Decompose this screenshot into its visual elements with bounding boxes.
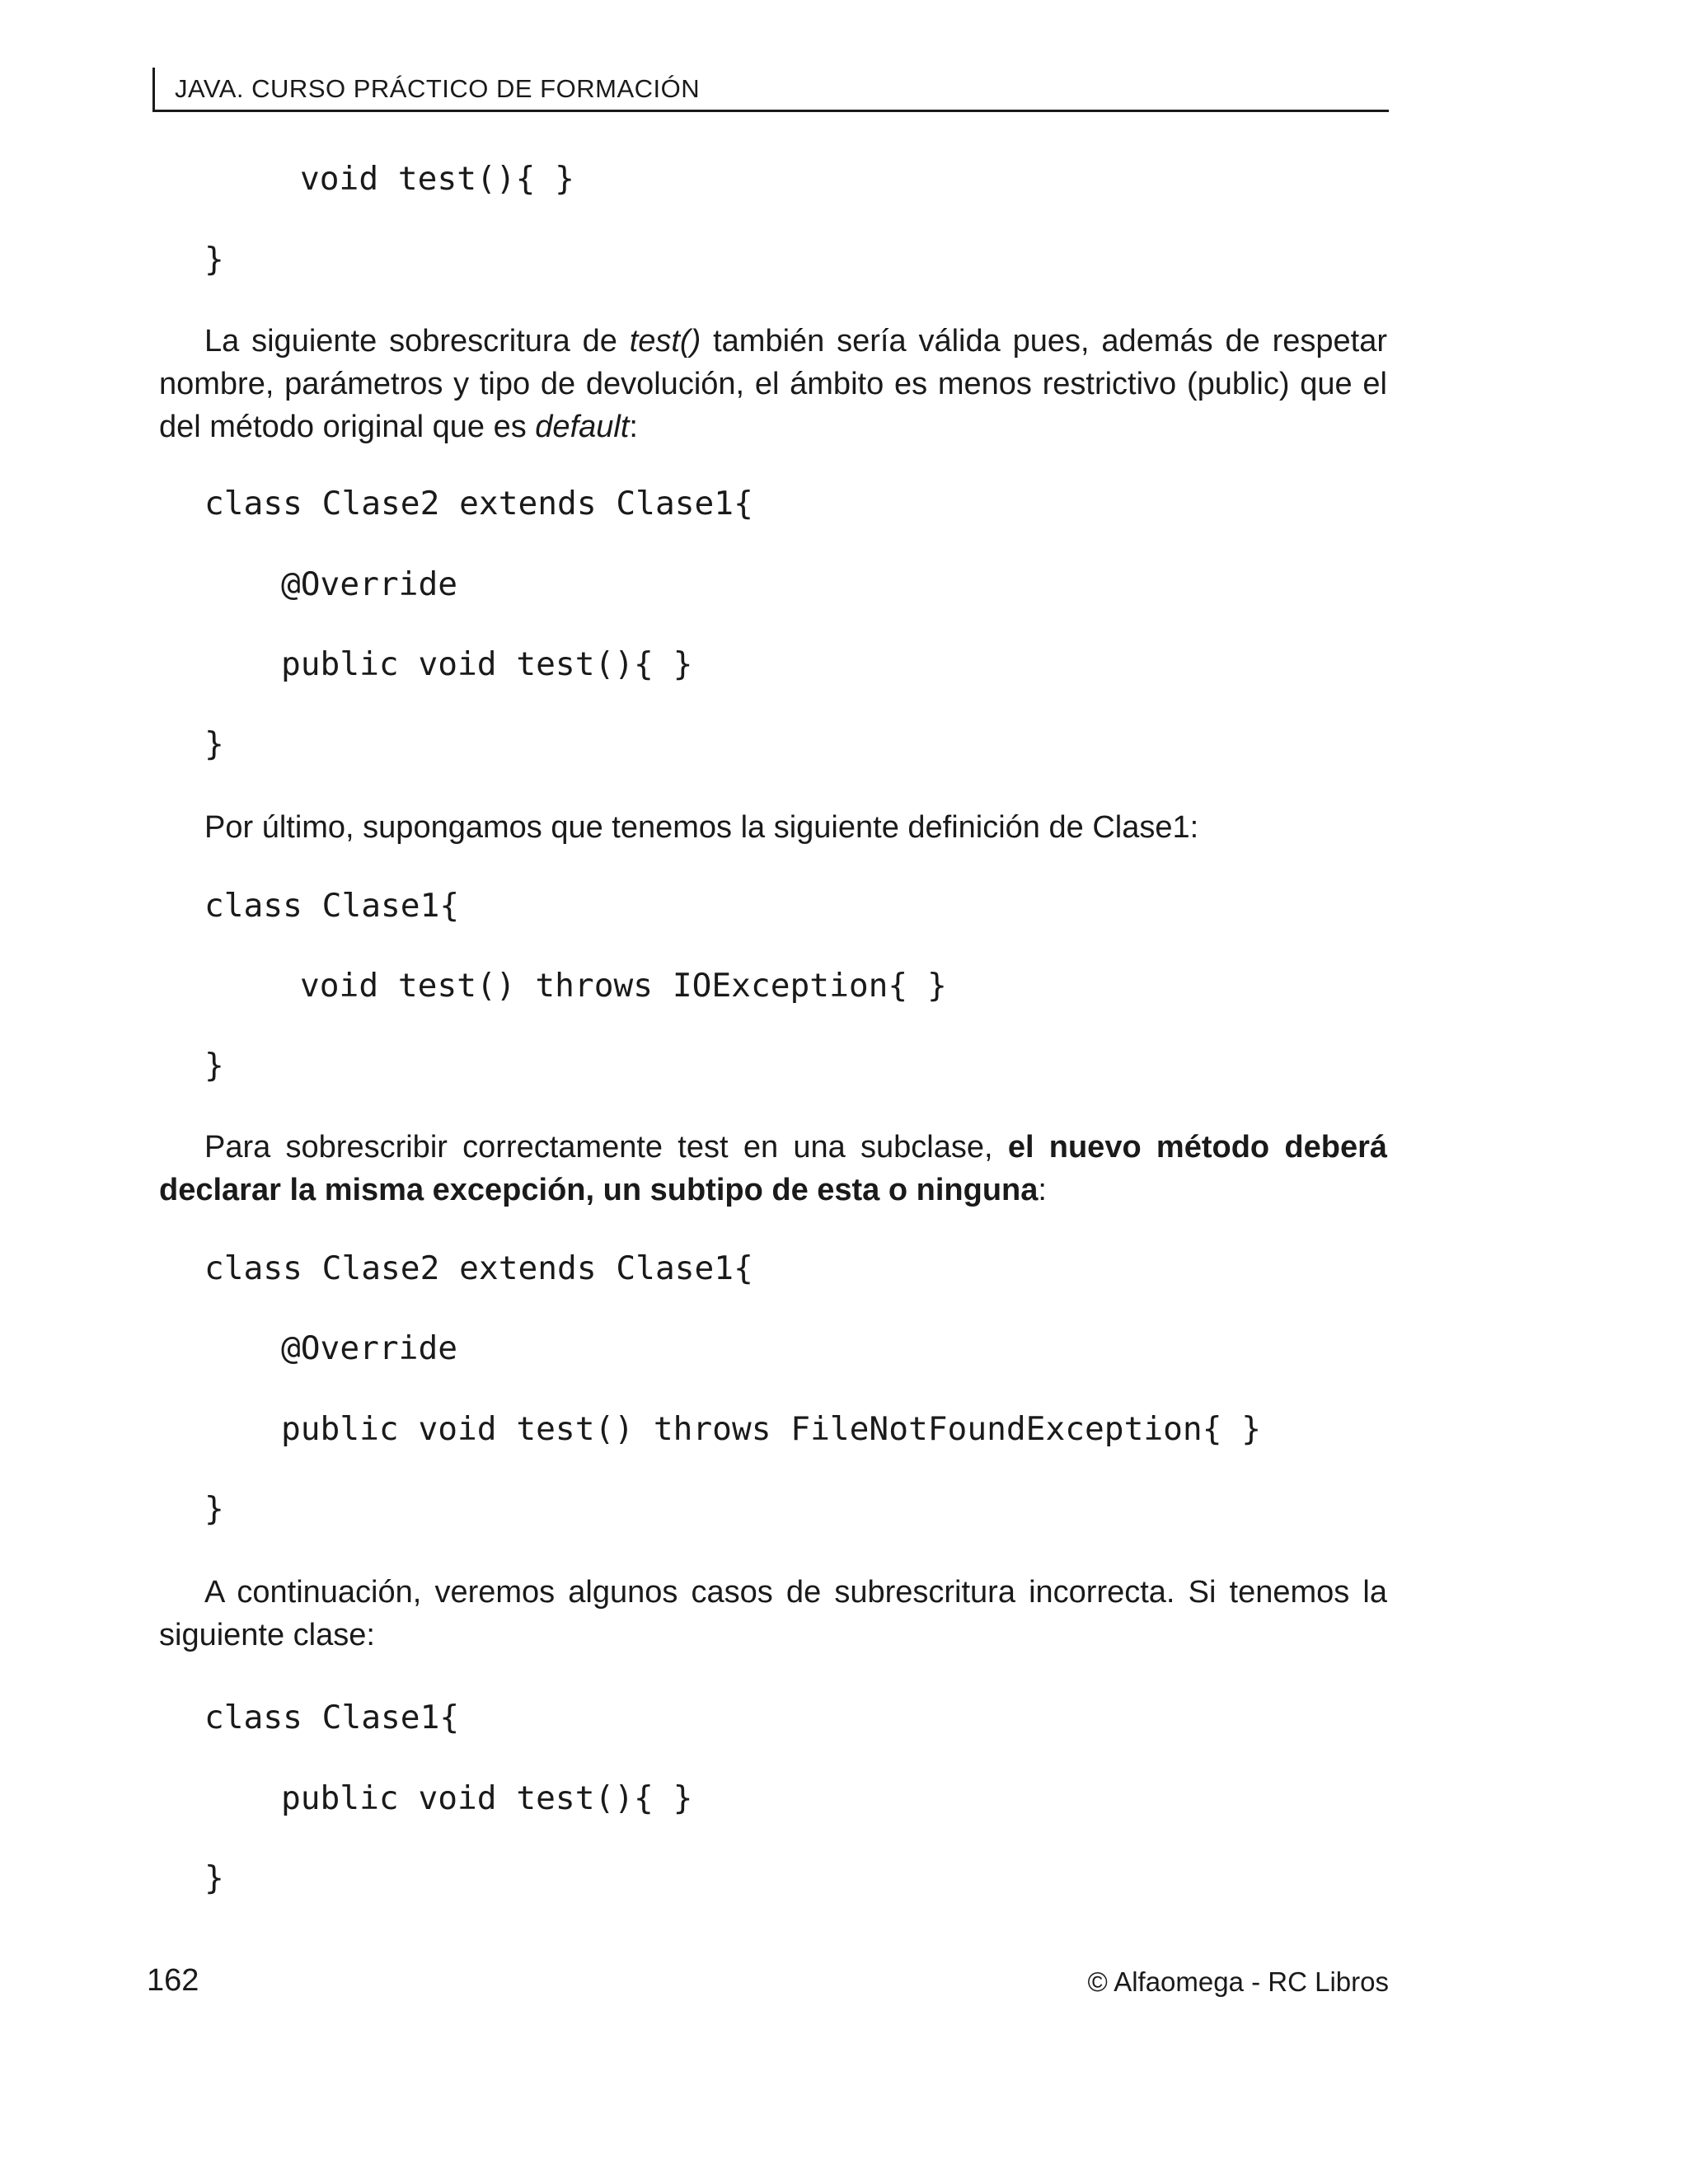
paragraph: La siguiente sobrescritura de test() también sería válida pues, además de respetar nombre, parámetros y tipo de devolución, el ámbito es menos restrictivo (public) que el del método original que es default: bbox=[159, 324, 1387, 444]
code-line: public void test(){ } bbox=[281, 645, 693, 683]
code-line: public void test() throws FileNotFoundException{ } bbox=[281, 1410, 1262, 1448]
code-line: } bbox=[204, 725, 224, 763]
copyright-notice: © Alfaomega - RC Libros bbox=[1087, 1966, 1389, 1997]
header-title: JAVA. CURSO PRÁCTICO DE FORMACIÓN bbox=[175, 74, 701, 103]
code-line: class Clase1{ bbox=[204, 887, 460, 925]
code-line: } bbox=[204, 1859, 224, 1897]
code-line: @Override bbox=[281, 1329, 458, 1367]
code-line: void test() throws IOException{ } bbox=[300, 967, 947, 1005]
running-header bbox=[152, 68, 1389, 112]
paragraph: Por último, supongamos que tenemos la siguiente definición de Clase1: bbox=[204, 810, 1199, 845]
code-line: class Clase2 extends Clase1{ bbox=[204, 1249, 753, 1287]
page-number: 162 bbox=[147, 1963, 199, 1998]
code-line: class Clase2 extends Clase1{ bbox=[204, 485, 753, 523]
paragraph: Para sobrescribir correctamente test en una subclase, el nuevo método deberá declarar la misma excepción, un subtipo de esta o ninguna: bbox=[159, 1130, 1388, 1207]
bold-emphasis: el nuevo método deberá declarar la misma excepción, un subtipo de esta o ninguna bbox=[159, 1130, 1388, 1207]
code-line: } bbox=[204, 1490, 224, 1528]
inline-emphasis: default bbox=[535, 410, 630, 444]
code-line: public void test(){ } bbox=[281, 1779, 693, 1817]
code-line: void test(){ } bbox=[300, 160, 574, 198]
paragraph: A continuación, veremos algunos casos de subrescritura incorrecta. Si tenemos la siguiente clase: bbox=[159, 1575, 1387, 1652]
inline-code-emphasis: test() bbox=[629, 324, 701, 359]
code-line: class Clase1{ bbox=[204, 1699, 460, 1736]
code-line: } bbox=[204, 241, 224, 279]
code-line: } bbox=[204, 1047, 224, 1085]
code-line: @Override bbox=[281, 565, 458, 603]
